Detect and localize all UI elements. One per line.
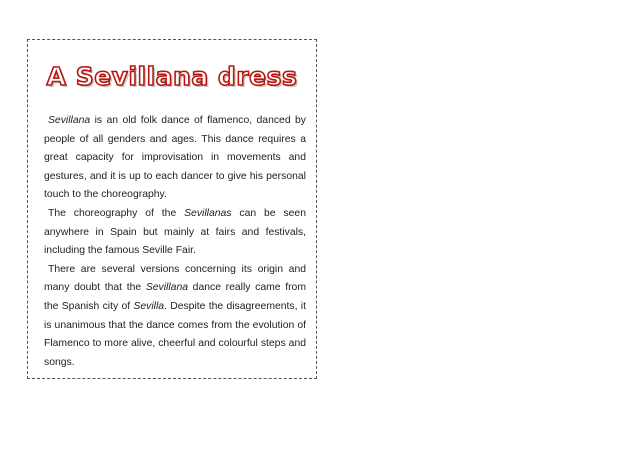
body-text [44, 112, 306, 372]
paragraph-2-text-start: The choreography of the [48, 207, 185, 219]
paragraph-2 [44, 205, 306, 261]
page-title: A Sevillana dress [46, 62, 298, 91]
paragraph-3 [44, 261, 306, 373]
paragraph-1 [44, 112, 306, 205]
term-sevilla: Sevilla [133, 300, 165, 312]
term-sevillana: Sevillana [145, 282, 189, 294]
text-card [27, 39, 317, 379]
paragraph-1-text: is an old folk dance of flamenco, danced by people of all genders and ages. This dance requires a great capacity for improvisation in movements and gestures, and it is up to each dancer to give his personal touch to the choreography. [44, 115, 306, 201]
paragraph-3-text-b: dance really came from the Spanish city of [44, 282, 306, 312]
paragraph-3-text-c: . Despite the disagreements, it is unanimous that the dance comes from the evolution of Flamenco to more alive, cheerful and colourful steps and songs. [44, 300, 306, 368]
term-sevillana: Sevillana [48, 115, 91, 126]
paragraph-3-text-a: There are several versions concerning its origin and many doubt that the [44, 263, 306, 294]
term-sevillanas: Sevillanas [184, 207, 232, 219]
paragraph-2-text-end: can be seen anywhere in Spain but mainly at fairs and festivals, including the famous Seville Fair. [44, 207, 306, 257]
